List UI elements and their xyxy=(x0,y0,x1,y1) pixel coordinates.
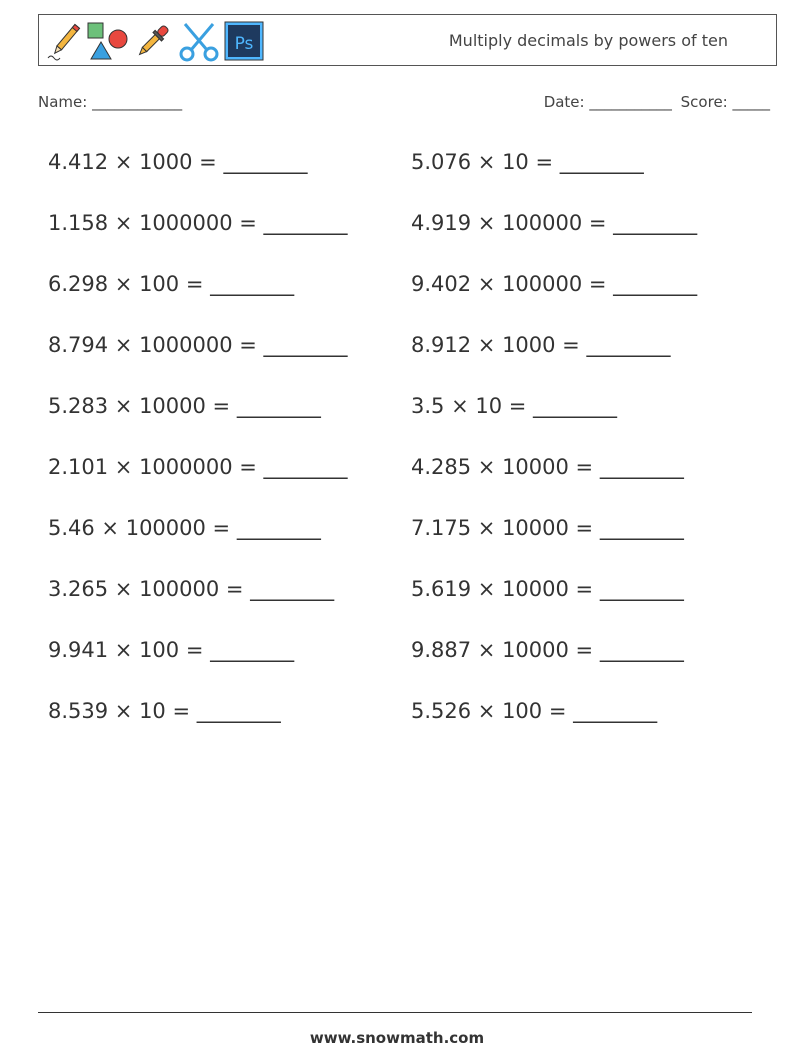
problem-16: 5.619 × 10000 = ________ xyxy=(411,577,684,601)
photoshop-icon xyxy=(223,20,265,62)
problem-17: 9.941 × 100 = ________ xyxy=(48,638,295,662)
problem-8: 8.912 × 1000 = ________ xyxy=(411,333,671,357)
problem-13: 5.46 × 100000 = ________ xyxy=(48,516,321,540)
date-score-fields xyxy=(540,93,770,111)
problem-20: 5.526 × 100 = ________ xyxy=(411,699,658,723)
problem-12: 4.285 × 10000 = ________ xyxy=(411,455,684,479)
scissors-icon xyxy=(177,20,221,62)
problem-grid xyxy=(48,144,768,754)
worksheet-header xyxy=(38,14,777,66)
header-icons xyxy=(45,20,275,62)
problem-18: 9.887 × 10000 = ________ xyxy=(411,638,684,662)
problem-2: 5.076 × 10 = ________ xyxy=(411,150,644,174)
footer-divider xyxy=(38,1012,752,1013)
problem-4: 4.919 × 100000 = ________ xyxy=(411,211,698,235)
worksheet-title: Multiply decimals by powers of ten xyxy=(448,31,728,50)
footer-site: www.snowmath.com xyxy=(309,1029,485,1047)
problem-6: 9.402 × 100000 = ________ xyxy=(411,272,698,296)
problem-3: 1.158 × 1000000 = ________ xyxy=(48,211,348,235)
problem-1: 4.412 × 1000 = ________ xyxy=(48,150,308,174)
score-field: Score: _____ xyxy=(680,93,770,111)
problem-19: 8.539 × 10 = ________ xyxy=(48,699,281,723)
problem-11: 2.101 × 1000000 = ________ xyxy=(48,455,348,479)
problem-10: 3.5 × 10 = ________ xyxy=(411,394,618,418)
shapes-icon xyxy=(85,20,131,62)
svg-text:Ps: Ps xyxy=(234,34,254,54)
problem-7: 8.794 × 1000000 = ________ xyxy=(48,333,348,357)
date-field: Date: ___________ xyxy=(543,93,672,111)
problem-14: 7.175 × 10000 = ________ xyxy=(411,516,684,540)
problem-9: 5.283 × 10000 = ________ xyxy=(48,394,321,418)
eyedropper-icon xyxy=(133,20,173,62)
name-field: Name: ____________ xyxy=(38,93,183,111)
pencil-icon xyxy=(45,20,85,62)
problem-15: 3.265 × 100000 = ________ xyxy=(48,577,335,601)
problem-5: 6.298 × 100 = ________ xyxy=(48,272,295,296)
